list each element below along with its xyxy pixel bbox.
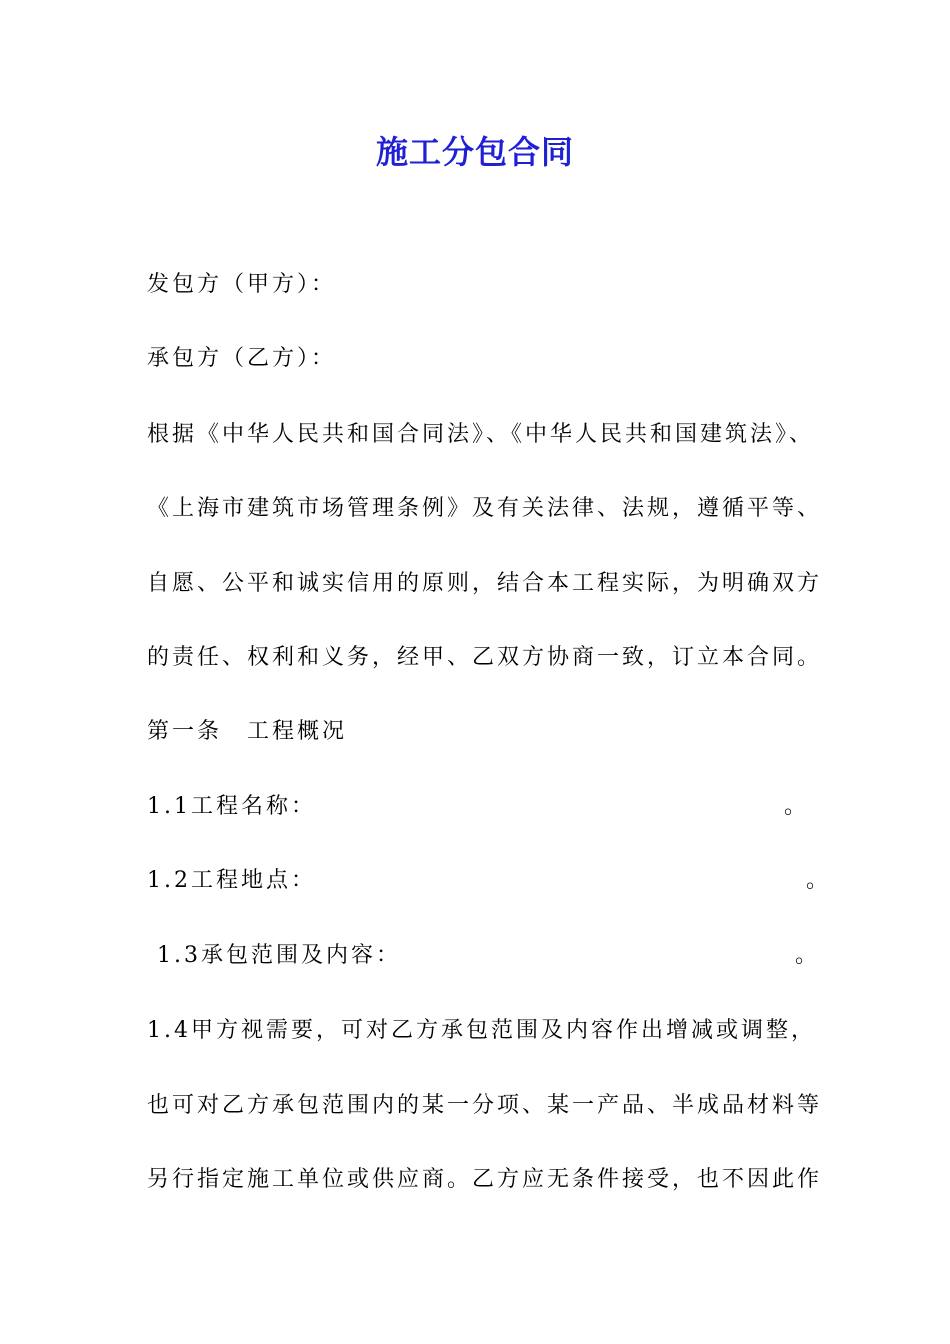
article-1-heading: 第一条 工程概况 xyxy=(147,719,348,744)
item-1-1-label: 1.1工程名称： xyxy=(147,794,316,819)
preamble-line-2: 《上海市建筑市场管理条例》及有关法律、法规，遵循平等、 xyxy=(147,496,823,521)
item-1-2-end-mark: 。 xyxy=(806,868,829,893)
preamble-line-4: 的责任、权利和义务，经甲、乙双方协商一致，订立本合同。 xyxy=(147,645,823,670)
item-1-3-end-mark: 。 xyxy=(795,943,818,968)
preamble-line-1: 根据《中华人民共和国合同法》、《中华人民共和国建筑法》、 xyxy=(147,422,815,447)
item-1-4-line-1: 1.4甲方视需要，可对乙方承包范围及内容作出增减或调整， xyxy=(147,1018,816,1043)
item-1-2-label: 1.2工程地点： xyxy=(147,868,316,893)
party-a-label: 发包方（甲方）： xyxy=(147,272,337,297)
item-1-4-line-2: 也可对乙方承包范围内的某一分项、某一产品、半成品材料等 xyxy=(147,1093,823,1118)
preamble-line-3: 自愿、公平和诚实信用的原则，结合本工程实际，为明确双方 xyxy=(147,571,823,596)
document-title: 施工分包合同 xyxy=(375,133,574,171)
party-b-label: 承包方（乙方）： xyxy=(147,346,337,371)
item-1-4-line-3: 另行指定施工单位或供应商。乙方应无条件接受，也不因此作 xyxy=(147,1167,823,1192)
item-1-3-label: 1.3承包范围及内容： xyxy=(157,943,401,968)
item-1-1-end-mark: 。 xyxy=(784,794,807,819)
